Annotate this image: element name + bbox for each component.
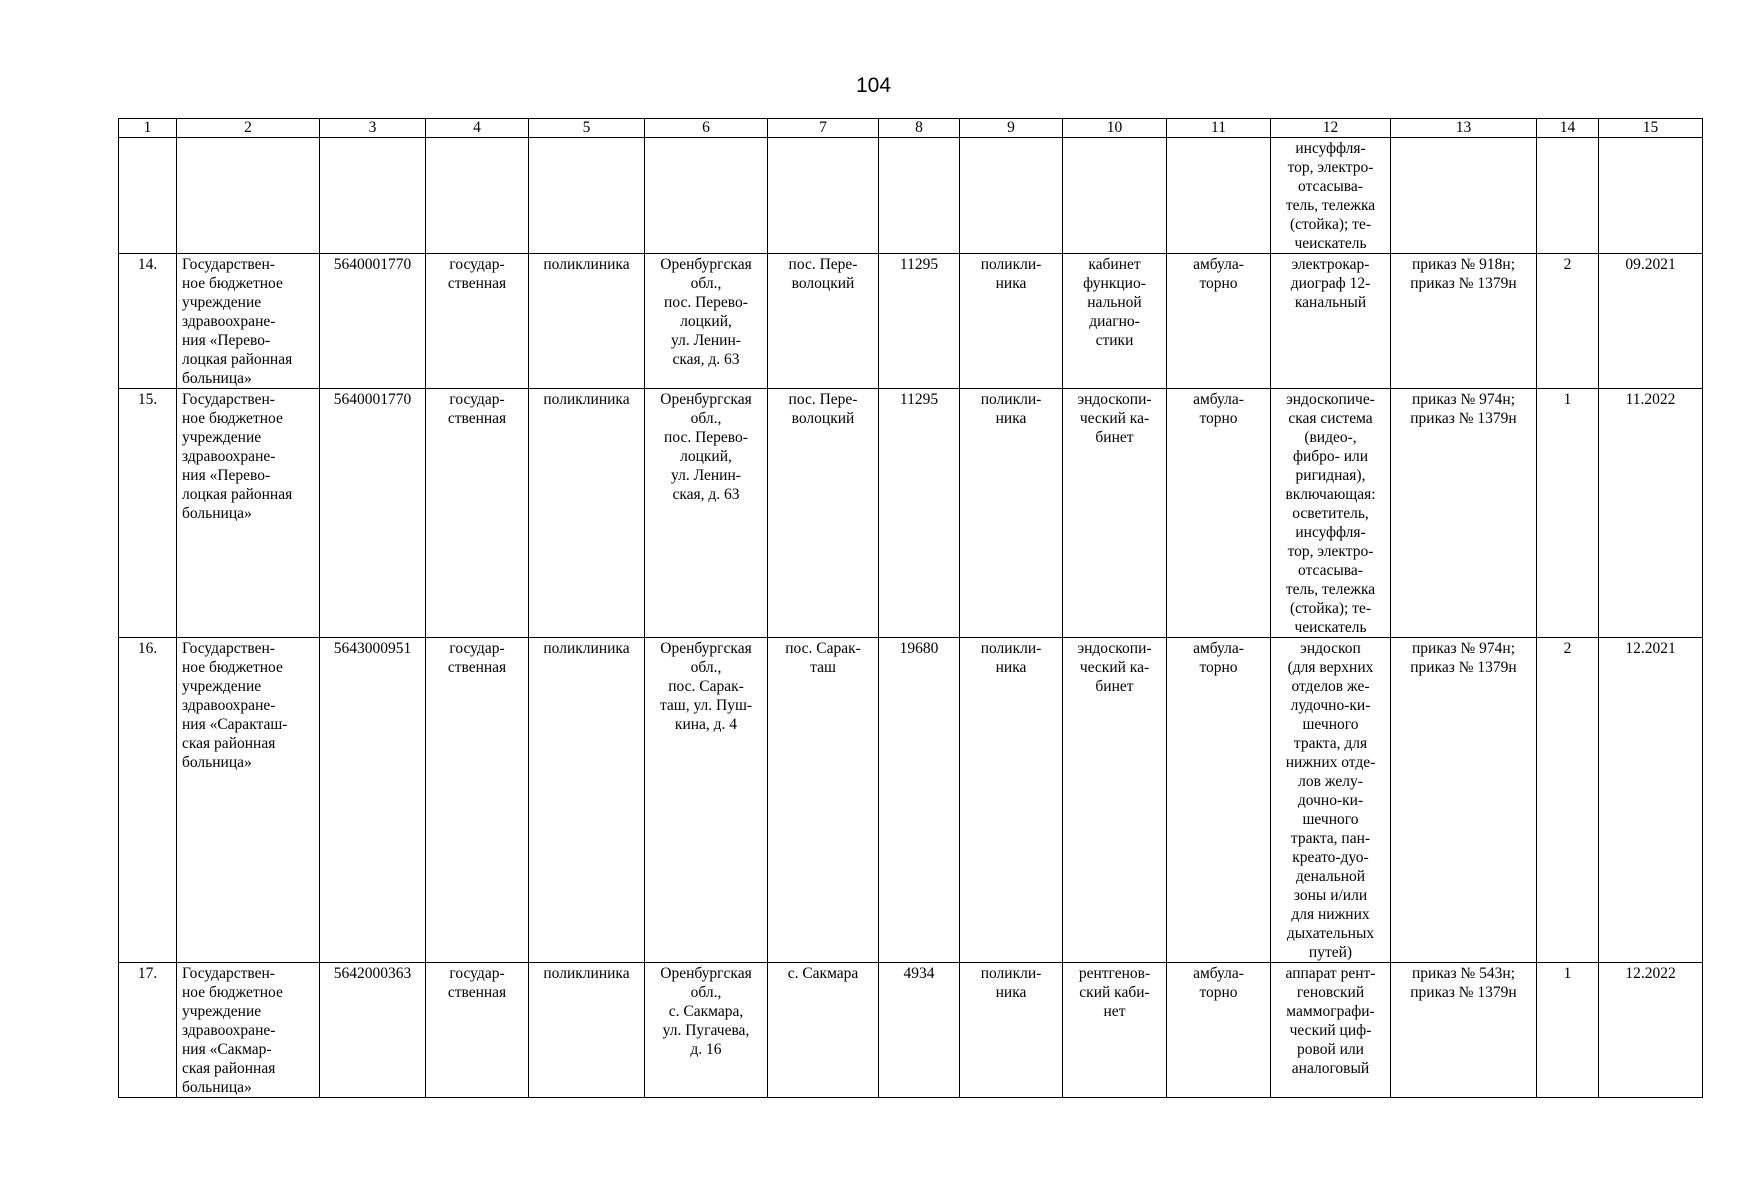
- population-cell: 19680: [879, 638, 960, 963]
- table-cell: [1599, 138, 1703, 254]
- inn-cell: 5643000951: [320, 638, 426, 963]
- department-cell: поликли- ника: [960, 254, 1063, 389]
- quantity-cell: 1: [1537, 963, 1599, 1098]
- unit-type-cell: поликлиника: [529, 254, 645, 389]
- unit-type-cell: поликлиника: [529, 638, 645, 963]
- column-header: 8: [879, 119, 960, 138]
- table-cell: [320, 138, 426, 254]
- row-number-cell: 16.: [119, 638, 177, 963]
- table-cell: [119, 138, 177, 254]
- unit-type-cell: поликлиника: [529, 963, 645, 1098]
- ownership-cell: государ- ственная: [426, 389, 529, 638]
- table-cell: [768, 138, 879, 254]
- column-header: 5: [529, 119, 645, 138]
- table-cell: [1391, 138, 1537, 254]
- table-cell: [1537, 138, 1599, 254]
- equipment-cell: эндоскопиче- ская система (видео-, фибро- или ригидная), включающая: осветитель, инсуффля- тор, электро- отсасыва- тель, тележка (стойка); те- чеискатель: [1271, 389, 1391, 638]
- department-cell: поликли- ника: [960, 638, 1063, 963]
- address-cell: Оренбургская обл., пос. Перево- лоцкий, ул. Ленин- ская, д. 63: [645, 254, 768, 389]
- ownership-cell: государ- ственная: [426, 963, 529, 1098]
- cabinet-cell: эндоскопи- ческий ка- бинет: [1063, 638, 1167, 963]
- table-cell: [177, 138, 320, 254]
- order-cell: приказ № 974н; приказ № 1379н: [1391, 389, 1537, 638]
- table-cell: [1167, 138, 1271, 254]
- care-mode-cell: амбула- торно: [1167, 963, 1271, 1098]
- row-number-cell: 14.: [119, 254, 177, 389]
- population-cell: 4934: [879, 963, 960, 1098]
- table-cell: [1063, 138, 1167, 254]
- inn-cell: 5642000363: [320, 963, 426, 1098]
- column-header: 9: [960, 119, 1063, 138]
- column-number-row: [119, 119, 1703, 138]
- locality-cell: пос. Пере- волоцкий: [768, 254, 879, 389]
- ownership-cell: государ- ственная: [426, 638, 529, 963]
- care-mode-cell: амбула- торно: [1167, 254, 1271, 389]
- equipment-cell: электрокар- диограф 12- канальный: [1271, 254, 1391, 389]
- column-header: 13: [1391, 119, 1537, 138]
- equipment-cell: инсуффля- тор, электро- отсасыва- тель, тележка (стойка); те- чеискатель: [1271, 138, 1391, 254]
- date-cell: 11.2022: [1599, 389, 1703, 638]
- table-row: [119, 963, 1703, 1098]
- date-cell: 09.2021: [1599, 254, 1703, 389]
- page-number: 104: [855, 74, 892, 97]
- organization-cell: Государствен- ное бюджетное учреждение здравоохране- ния «Саракташ- ская районная больница»: [177, 638, 320, 963]
- column-header: 15: [1599, 119, 1703, 138]
- address-cell: Оренбургская обл., пос. Перево- лоцкий, ул. Ленин- ская, д. 63: [645, 389, 768, 638]
- column-header: 14: [1537, 119, 1599, 138]
- inn-cell: 5640001770: [320, 389, 426, 638]
- locality-cell: пос. Пере- волоцкий: [768, 389, 879, 638]
- department-cell: поликли- ника: [960, 389, 1063, 638]
- row-number-cell: 17.: [119, 963, 177, 1098]
- inn-cell: 5640001770: [320, 254, 426, 389]
- organization-cell: Государствен- ное бюджетное учреждение здравоохране- ния «Перево- лоцкая районная больница»: [177, 254, 320, 389]
- column-header: 6: [645, 119, 768, 138]
- equipment-cell: аппарат рент- геновский маммографи- ческий циф- ровой или аналоговый: [1271, 963, 1391, 1098]
- population-cell: 11295: [879, 254, 960, 389]
- column-header: 4: [426, 119, 529, 138]
- document-table: [118, 118, 1703, 1098]
- order-cell: приказ № 974н; приказ № 1379н: [1391, 638, 1537, 963]
- date-cell: 12.2021: [1599, 638, 1703, 963]
- column-header: 3: [320, 119, 426, 138]
- table-row-continuation: [119, 138, 1703, 254]
- table-cell: [960, 138, 1063, 254]
- quantity-cell: 2: [1537, 254, 1599, 389]
- quantity-cell: 2: [1537, 638, 1599, 963]
- equipment-cell: эндоскоп (для верхних отделов же- лудочно-ки- шечного тракта, для нижних отде- лов желу- дочно-ки- шечного тракта, пан- креато-дуо- денальной зоны и/или для нижних дыхательных путей): [1271, 638, 1391, 963]
- care-mode-cell: амбула- торно: [1167, 638, 1271, 963]
- organization-cell: Государствен- ное бюджетное учреждение здравоохране- ния «Перево- лоцкая районная больница»: [177, 389, 320, 638]
- care-mode-cell: амбула- торно: [1167, 389, 1271, 638]
- cabinet-cell: рентгенов- ский каби- нет: [1063, 963, 1167, 1098]
- address-cell: Оренбургская обл., с. Сакмара, ул. Пугачева, д. 16: [645, 963, 768, 1098]
- column-header: 11: [1167, 119, 1271, 138]
- cabinet-cell: эндоскопи- ческий ка- бинет: [1063, 389, 1167, 638]
- order-cell: приказ № 543н; приказ № 1379н: [1391, 963, 1537, 1098]
- department-cell: поликли- ника: [960, 963, 1063, 1098]
- table-row: [119, 638, 1703, 963]
- quantity-cell: 1: [1537, 389, 1599, 638]
- column-header: 7: [768, 119, 879, 138]
- column-header: 2: [177, 119, 320, 138]
- locality-cell: пос. Сарак- таш: [768, 638, 879, 963]
- table-cell: [426, 138, 529, 254]
- locality-cell: с. Сакмара: [768, 963, 879, 1098]
- column-header: 1: [119, 119, 177, 138]
- table-cell: [529, 138, 645, 254]
- date-cell: 12.2022: [1599, 963, 1703, 1098]
- table-row: [119, 389, 1703, 638]
- row-number-cell: 15.: [119, 389, 177, 638]
- ownership-cell: государ- ственная: [426, 254, 529, 389]
- table-row: [119, 254, 1703, 389]
- cabinet-cell: кабинет функцио- нальной диагно- стики: [1063, 254, 1167, 389]
- organization-cell: Государствен- ное бюджетное учреждение здравоохране- ния «Сакмар- ская районная больница»: [177, 963, 320, 1098]
- order-cell: приказ № 918н; приказ № 1379н: [1391, 254, 1537, 389]
- table-cell: [879, 138, 960, 254]
- table-cell: [645, 138, 768, 254]
- unit-type-cell: поликлиника: [529, 389, 645, 638]
- column-header: 12: [1271, 119, 1391, 138]
- address-cell: Оренбургская обл., пос. Сарак- таш, ул. Пуш- кина, д. 4: [645, 638, 768, 963]
- column-header: 10: [1063, 119, 1167, 138]
- population-cell: 11295: [879, 389, 960, 638]
